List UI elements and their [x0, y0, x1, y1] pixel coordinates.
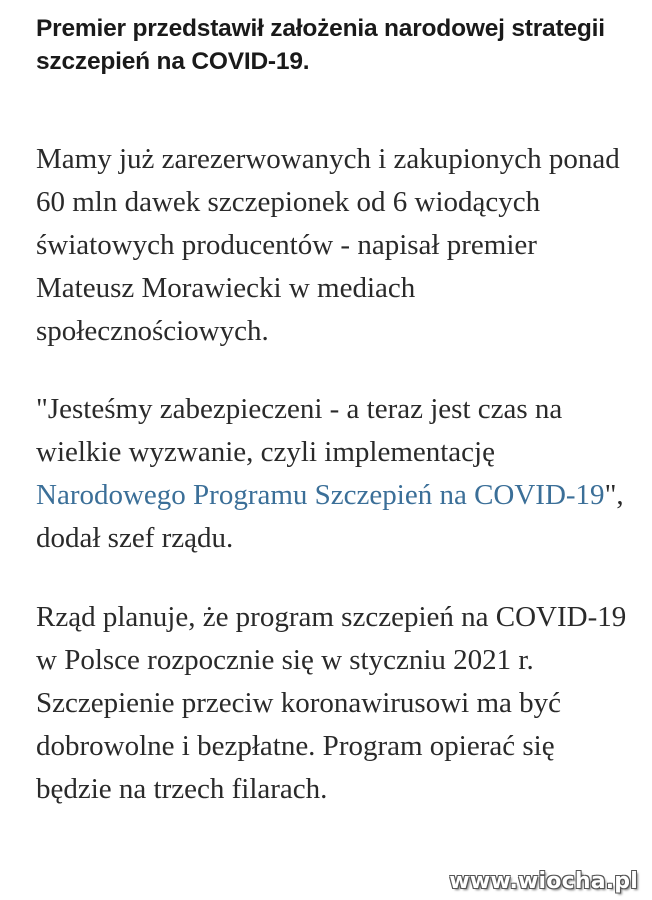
article-paragraph-2: [36, 388, 632, 560]
vaccination-program-link[interactable]: Narodowego Programu Szczepień na COVID-19: [36, 479, 605, 511]
article-paragraph-1: Mamy już zarezerwowanych i zakupionych ponad 60 mln dawek szczepionek od 6 wiodących światowych producentów - napisał premier Mateusz Morawiecki w mediach społecznościowych.: [36, 143, 620, 347]
article-paragraph-3: Rząd planuje, że program szczepień na COVID-19 w Polsce rozpocznie się w styczniu 2021 r. Szczepienie przeciw koronawirusowi ma być dobrowolne i bezpłatne. Program opierać się będzie na trzech filarach.: [36, 601, 627, 805]
article: [36, 12, 632, 811]
paragraph-2-text-before: "Jesteśmy zabezpieczeni - a teraz jest czas na wielkie wyzwanie, czyli implementację: [36, 393, 563, 468]
paragraph-2-text-after: ", dodał szef rządu.: [36, 479, 624, 554]
article-headline: Premier przedstawił założenia narodowej strategii szczepień na COVID-19.: [36, 15, 605, 75]
site-watermark: www.wiocha.pl: [449, 869, 638, 894]
